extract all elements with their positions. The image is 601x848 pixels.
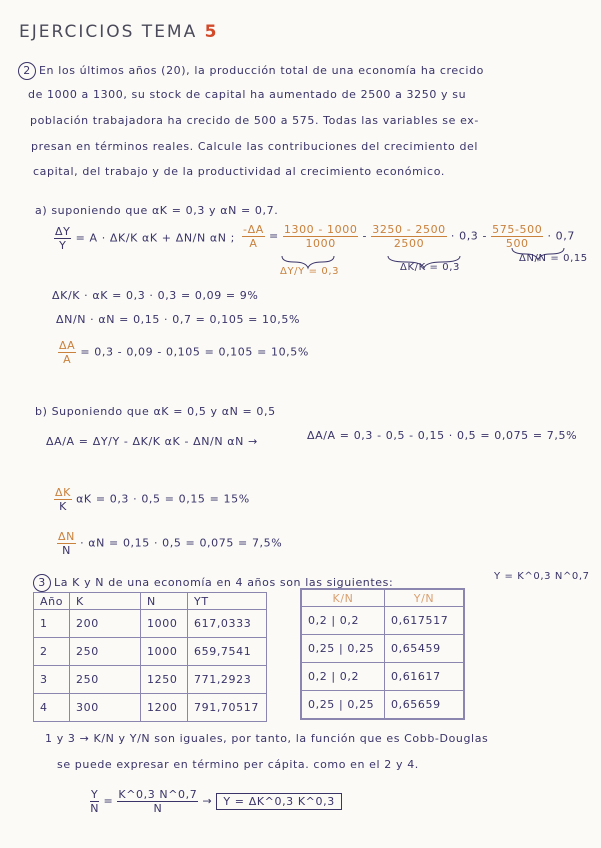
table-cell: 1250 [141,666,188,694]
col-n: N [141,593,188,610]
conclusion-line-1: 1 y 3 → K/N y Y/N son iguales, por tanto, la función que es Cobb-Douglas [45,732,489,745]
table-cell: 200 [70,610,141,638]
final-lhs-num: Y [91,788,99,801]
table-cell: 2 [34,638,70,666]
eq-lhs-den: Y [59,239,67,252]
final-arrow: → [202,794,213,808]
ratio-cell: 0,25 | 0,25 [301,635,385,663]
ratio-table [300,588,465,720]
table-cell: 1000 [141,610,188,638]
part-a-result-2: ΔN/N · αN = 0,15 · 0,7 = 0,105 = 10,5% [56,313,300,326]
b-result-1-den: K [59,500,67,513]
table-cell: 4 [34,694,70,722]
calc-frac2-num: 3250 - 2500 [372,223,446,236]
table-cell: 1200 [141,694,188,722]
ratio-cell: 0,65459 [385,635,465,663]
table-row [34,638,267,666]
result-3-den: A [63,353,72,366]
exercise-2-line-1 [18,62,484,80]
conclusion-line-2: se puede expresar en término per cápita. como en el 2 y 4. [57,758,419,771]
ratio-row [301,635,464,663]
calc-frac1-den: 1000 [305,237,336,250]
part-a-result-3 [58,339,309,366]
part-b-equation-result: ΔA/A = 0,3 - 0,5 - 0,15 · 0,5 = 0,075 = 7,5% [307,429,578,442]
exercise-3-formula: Y = K^0,3 N^0,7 [494,571,590,582]
exercise-2-line-5: capital, del trabajo y de la productividad al crecimiento económico. [33,165,445,178]
calc-a-den: A [249,237,258,250]
part-a-values: αK = 0,3 y αN = 0,7. [151,204,279,217]
calc-frac2-den: 2500 [393,237,425,250]
col-k-over-n: K/N [301,589,385,607]
table-cell: 659,7541 [188,638,267,666]
exercise-2-line-2: de 1000 a 1300, su stock de capital ha aumentado de 2500 a 3250 y su [28,88,467,101]
col-k: K [70,593,141,610]
result-3-text: = 0,3 - 0,09 - 0,105 = 0,105 = 10,5% [80,345,309,359]
final-lhs-den: N [90,802,100,815]
col-y-over-n: Y/N [385,589,465,607]
eq-lhs-num: ΔY [55,225,71,238]
table-cell: 250 [70,666,141,694]
brace-1-label: ΔY/Y = 0,3 [280,266,340,277]
calc-frac1-num: 1300 - 1000 [283,223,358,236]
col-yt: YT [188,593,267,610]
b-result-2-den: N [62,544,71,557]
exercise-2-number: 2 [18,62,36,80]
part-a-result-1: ΔK/K · αK = 0,3 · 0,3 = 0,09 = 9% [52,289,259,302]
table-cell: 3 [34,666,70,694]
exercise-2-line-3: población trabajadora ha crecido de 500 a 575. Todas las variables se ex- [30,114,479,127]
final-rhs-den: N [153,802,163,815]
ratio-row [301,607,464,635]
part-a-label: a) suponiendo que [35,204,148,217]
page-title-text: EJERCICIOS TEMA [19,22,198,42]
final-rhs-num: K^0,3 N^0,7 [118,788,198,801]
eq-rhs: = A · ΔK/K αK + ΔN/N αN ; [75,231,235,245]
b-result-1-text: αK = 0,3 · 0,5 = 0,15 = 15% [76,492,250,506]
part-a-condition [35,204,278,217]
part-b-result-2 [57,530,282,557]
ratio-cell: 0,65659 [385,691,465,720]
table-cell: 300 [70,694,141,722]
b-result-1-num: ΔK [55,486,71,499]
ratio-cell: 0,2 | 0,2 [301,607,385,635]
brace-2-label: ΔK/K = 0,3 [400,262,460,273]
calc-a-num: -ΔA [243,223,264,236]
part-b-equation: ΔA/A = ΔY/Y - ΔK/K αK - ΔN/N αN → [46,435,258,448]
b-result-2-num: ΔN [58,530,75,543]
table-cell: 250 [70,638,141,666]
calc-frac3-den: 500 [505,237,529,250]
table-cell: 771,2923 [188,666,267,694]
table-row [34,610,267,638]
part-b-values: αK = 0,5 y αN = 0,5 [153,405,276,418]
exercise-3-number: 3 [33,574,51,592]
table-cell: 617,0333 [188,610,267,638]
calc-frac3-num: 575-500 [492,223,543,236]
part-b-result-1 [54,486,250,513]
brace-3-label: ΔN/N = 0,15 [519,253,588,264]
col-year: Año [34,593,70,610]
part-b-label: b) Suponiendo que [35,405,150,418]
exercise-2-text-1: En los últimos años (20), la producción total de una economía ha crecido [39,64,484,77]
table-cell: 1 [34,610,70,638]
ratio-cell: 0,617517 [385,607,465,635]
ratio-row [301,691,464,720]
table-cell: 1000 [141,638,188,666]
result-3-num: ΔA [59,339,76,352]
table-row [34,694,267,722]
ratio-cell: 0,61617 [385,663,465,691]
ratio-cell: 0,25 | 0,25 [301,691,385,720]
b-result-2-text: · αN = 0,15 · 0,5 = 0,075 = 7,5% [80,536,283,550]
page-title [19,22,218,42]
calc-mult1: · 0,3 - [450,229,488,243]
table-row [34,666,267,694]
ratio-row [301,663,464,691]
part-a-equation [54,225,235,252]
final-result-box: Y = ΔK^0,3 K^0,3 [216,793,341,810]
table-cell: 791,70517 [188,694,267,722]
data-table [33,592,267,722]
exercise-2-line-4: presan en términos reales. Calcule las contribuciones del crecimiento del [31,140,479,153]
ratio-cell: 0,2 | 0,2 [301,663,385,691]
page-title-number: 5 [204,22,219,42]
final-expression: $\frac{Y}{N}$ = $\frac{K\^{}0,3 N\^{}0,7}{N}$ → Y = ΔK^0,3 K^0,3 [90,788,342,815]
part-a-calculation: $\frac{-\Delta A}{A}$ = $\frac{1300 - 1000}{1000}$ - $\frac{3250 - 2500}{2500}$ · 0,3 - $\frac{575-500}{500}$ · 0,7 [243,223,575,250]
calc-mult2: · 0,7 [547,229,575,243]
part-b-condition [35,405,276,418]
exercise-3-text: La K y N de una economía en 4 años son las siguientes: [54,576,394,589]
